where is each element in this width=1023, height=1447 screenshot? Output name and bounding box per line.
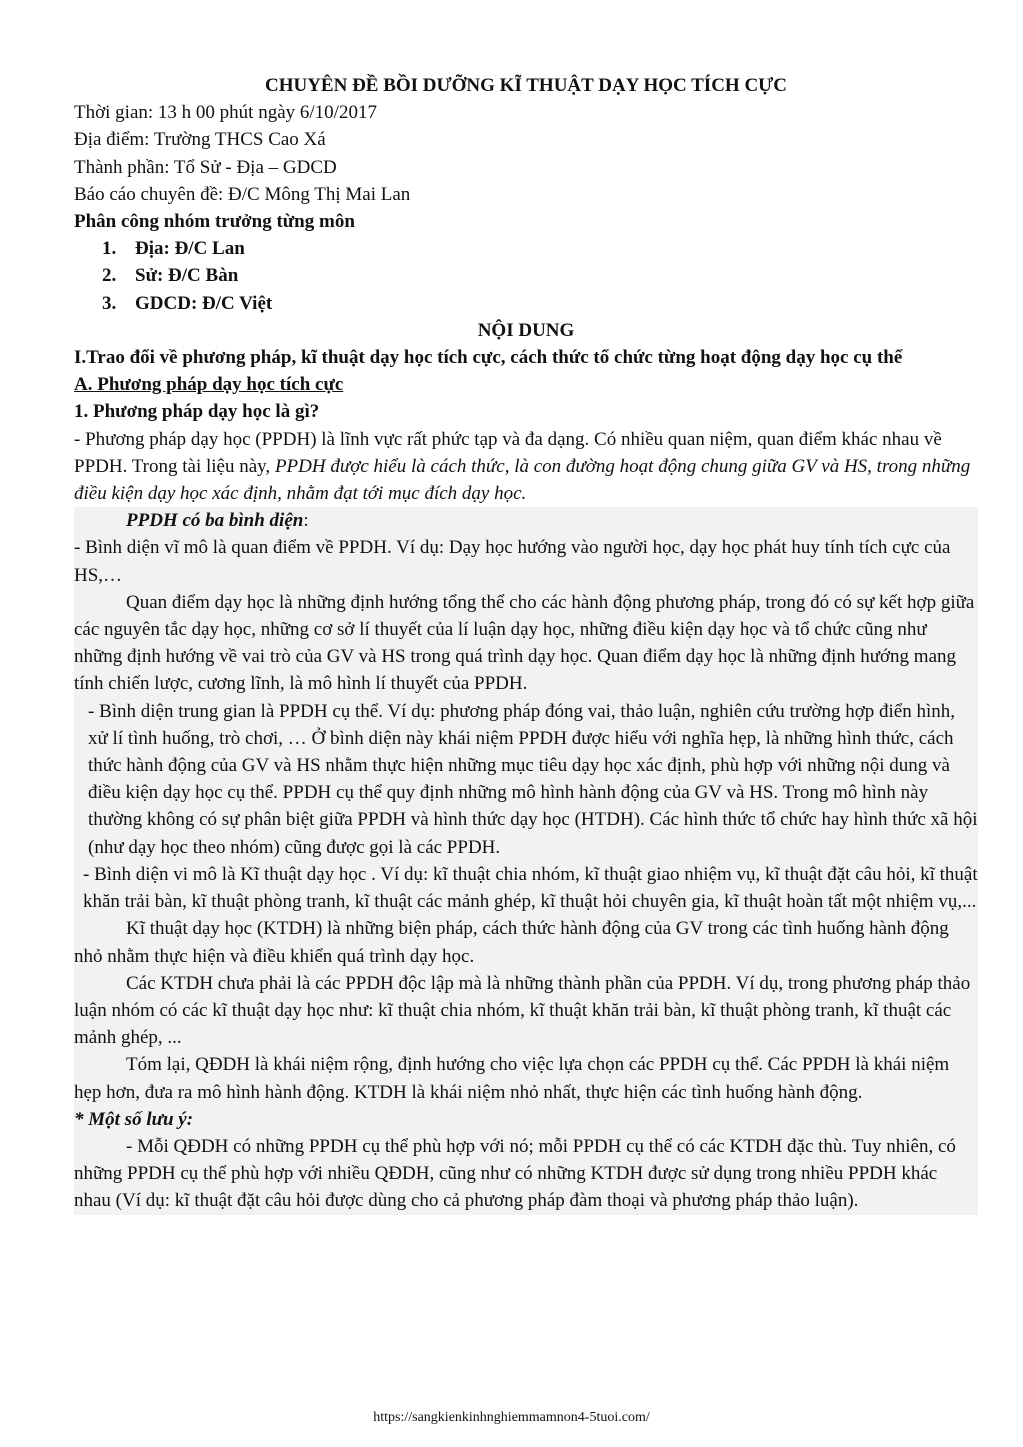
paragraph-macro-level: - Bình diện vĩ mô là quan điểm về PPDH. Ví dụ: Dạy học hướng vào người học, dạy học phát huy tính tích cực của HS,… bbox=[74, 537, 951, 586]
paragraph-definition: - Phương pháp dạy học (PPDH) là lĩnh vực rất phức tạp và đa dạng. Có nhiều quan niệm, quan điểm khác nhau về PPDH. Trong tài liệu này, PPDH được hiểu là cách thức, là con đường hoạt động chung giữa GV và HS, trong những điều kiện dạy học xác định, nhằm đạt tới mục đích dạy học. bbox=[74, 428, 971, 505]
document-title: CHUYÊN ĐỀ BỒI DƯỠNG KĨ THUẬT DẠY HỌC TÍCH CỰC bbox=[264, 75, 788, 96]
question-1-heading: 1. Phương pháp dạy học là gì? bbox=[74, 401, 320, 423]
list-item: 3. GDCD: Đ/C Việt bbox=[102, 292, 273, 314]
paragraph-techniques: Kĩ thuật dạy học (KTDH) là những biện pháp, cách thức hành động của GV trong các tình huống hành động nhỏ nhằm thực hiện và điều khiển quá trình dạy học. bbox=[74, 918, 949, 967]
paragraph-middle-level: - Bình diện trung gian là PPDH cụ thể. Ví dụ: phương pháp đóng vai, thảo luận, nghiên cứu trường hợp điển hình, xử lí tình huống, trò chơi, … Ở bình diện này khái niệm PPDH được hiểu với nghĩa hẹp, là những hình thức, cách thức hành động của GV và HS nhằm thực hiện những mục tiêu dạy học xác định, phù hợp với những nội dung và điều kiện dạy học cụ thể. PPDH cụ thể quy định những mô hình hành động của GV và HS. Trong mô hình này thường không có sự phân biệt giữa PPDH và hình thức dạy học (HTDH). Các hình thức tổ chức hay hình thức xã hội (như dạy học theo nhóm) cũng được gọi là các PPDH. bbox=[88, 700, 978, 858]
list-item: 2. Sử: Đ/C Bàn bbox=[102, 265, 239, 287]
paragraph-micro-level: - Bình diện vi mô là Kĩ thuật dạy học . Ví dụ: kĩ thuật chia nhóm, kĩ thuật giao nhiệm vụ, kĩ thuật đặt câu hỏi, kĩ thuật khăn trải bàn, kĩ thuật phòng tranh, kĩ thuật các mảnh ghép, kĩ thuật hỏi chuyên gia, kĩ thuật hoàn tất một nhiệm vụ,... bbox=[83, 863, 978, 913]
info-location: Địa điểm: Trường THCS Cao Xá bbox=[74, 129, 326, 151]
paragraph-notes: - Mỗi QĐDH có những PPDH cụ thể phù hợp với nó; mỗi PPDH cụ thể có các KTDH đặc thù. Tuy nhiên, có những PPDH cụ thể phù hợp với nhiều QĐDH, cũng như có những KTDH được sử dụng trong nhiều PPDH khác nhau (Ví dụ: kĩ thuật đặt câu hỏi được dùng cho cả phương pháp đàm thoại và phương pháp thảo luận). bbox=[74, 1135, 956, 1212]
shaded-block bbox=[74, 507, 978, 1214]
content-heading: NỘI DUNG bbox=[477, 319, 575, 341]
info-members: Thành phần: Tổ Sử - Địa – GDCD bbox=[74, 156, 337, 178]
paragraph-techniques-components: Các KTDH chưa phải là các PPDH độc lập mà là những thành phần của PPDH. Ví dụ, trong phương pháp thảo luận nhóm có các kĩ thuật dạy học như: kĩ thuật chia nhóm, kĩ thuật khăn trải bàn, kĩ thuật phòng tranh, kĩ thuật các mảnh ghép, ... bbox=[74, 972, 971, 1049]
section-a-heading: A. Phương pháp dạy học tích cực bbox=[74, 374, 344, 396]
notes-heading: * Một số lưu ý: bbox=[74, 1108, 194, 1130]
assignment-list bbox=[74, 235, 978, 317]
paragraph-summary: Tóm lại, QĐDH là khái niệm rộng, định hướng cho việc lựa chọn các PPDH cụ thể. Các PPDH là khái niệm hẹp hơn, đưa ra mô hình hành động. KTDH là khái niệm nhỏ nhất, thực hiện các tình huống hành động. bbox=[74, 1054, 950, 1103]
section-i-heading: I.Trao đổi về phương pháp, kĩ thuật dạy học tích cực, cách thức tổ chức từng hoạt động dạy học cụ thể bbox=[74, 347, 903, 369]
info-time: Thời gian: 13 h 00 phút ngày 6/10/2017 bbox=[74, 102, 377, 124]
footer-url: https://sangkienkinhnghiemmamnon4-5tuoi.com/ bbox=[373, 1410, 650, 1425]
paragraph-teaching-viewpoint: Quan điểm dạy học là những định hướng tổng thể cho các hành động phương pháp, trong đó có sự kết hợp giữa các nguyên tắc dạy học, những cơ sở lí thuyết của lí luận dạy học, những điều kiện dạy học và tổ chức cũng như những định hướng về vai trò của GV và HS trong quá trình dạy học. Quan điểm dạy học là những định hướng mang tính chiến lược, cương lĩnh, là mô hình lí thuyết của PPDH. bbox=[74, 591, 975, 695]
ppdh-heading: PPDH có ba bình diện: bbox=[126, 510, 309, 532]
assignment-heading: Phân công nhóm trưởng từng môn bbox=[74, 211, 355, 233]
list-item: 1. Địa: Đ/C Lan bbox=[102, 238, 245, 260]
info-presenter: Báo cáo chuyên đề: Đ/C Mông Thị Mai Lan bbox=[74, 183, 411, 205]
document-page bbox=[74, 72, 978, 1215]
